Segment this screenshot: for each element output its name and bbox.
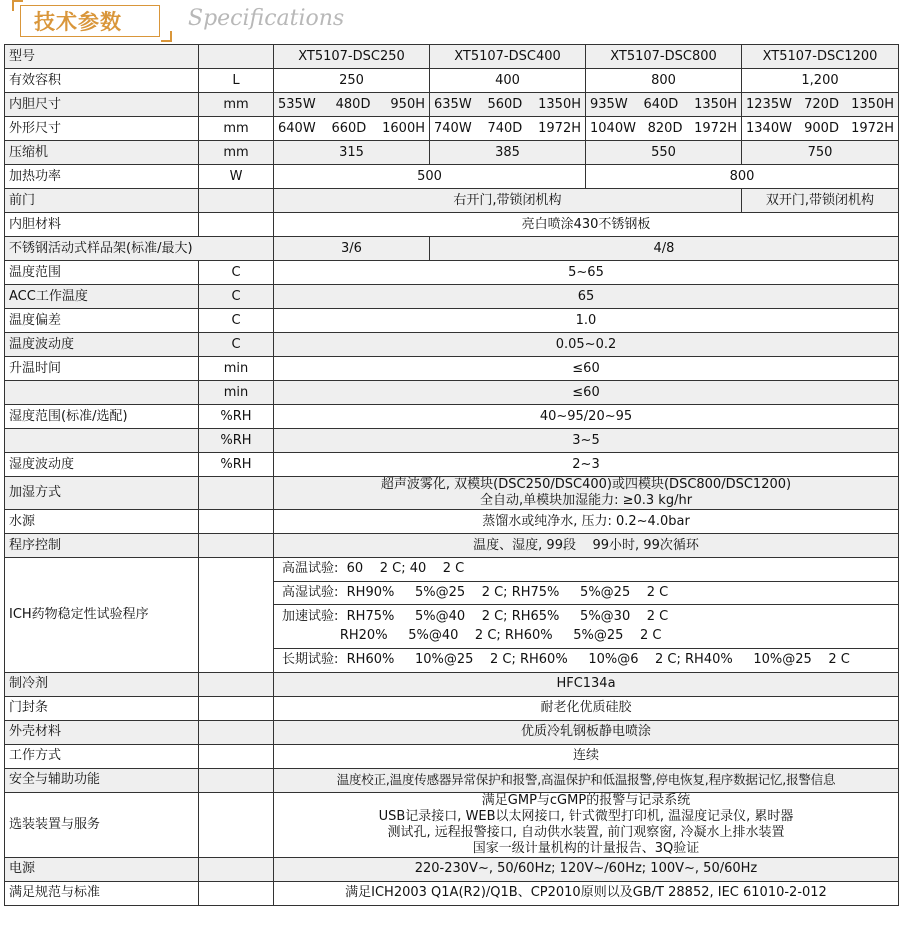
table-row-options [5, 792, 899, 857]
table-row-water [5, 510, 899, 534]
table-row-door [5, 189, 899, 213]
cell-value: 220-230V~, 50/60Hz; 120V~/60Hz; 100V~, 50/60Hz [274, 857, 899, 881]
dim-h: 1350H [694, 96, 737, 112]
row-label: 型号 [5, 45, 199, 69]
row-unit: mm [199, 93, 274, 117]
row-label: 水源 [5, 510, 199, 534]
table-row-acc-temp [5, 285, 899, 309]
table-row-hum-dev [5, 429, 899, 453]
row-label [5, 381, 199, 405]
row-label: 外壳材料 [5, 720, 199, 744]
row-label: 温度范围 [5, 261, 199, 285]
section-header [0, 0, 900, 42]
cell-value: ≤60 [274, 357, 899, 381]
cell-value: 800 [586, 69, 742, 93]
row-unit: mm [199, 117, 274, 141]
table-row-mode [5, 744, 899, 768]
cell-value: 750 [742, 141, 899, 165]
dim-h: 950H [390, 96, 425, 112]
row-label: 压缩机 [5, 141, 199, 165]
row-label: 有效容积 [5, 69, 199, 93]
dim-d: 820D [647, 120, 683, 136]
row-label: 不锈钢活动式样品架(标准/最大) [5, 237, 274, 261]
humidify-line: 超声波雾化, 双模块(DSC250/DSC400)或四模块(DSC800/DSC1200) [380, 477, 792, 492]
table-row-outer-size [5, 117, 899, 141]
row-label: 加热功率 [5, 165, 199, 189]
table-row-refrigerant [5, 672, 899, 696]
row-unit: min [199, 357, 274, 381]
dim-h: 1972H [694, 120, 737, 136]
cell-value: ≤60 [274, 381, 899, 405]
table-row-power [5, 857, 899, 881]
model-name: XT5107-DSC250 [274, 45, 430, 69]
model-name: XT5107-DSC1200 [742, 45, 899, 69]
row-label: ICH药物稳定性试验程序 [5, 558, 199, 673]
row-label: 升温时间 [5, 357, 199, 381]
model-name: XT5107-DSC800 [586, 45, 742, 69]
row-label: 湿度范围(标准/选配) [5, 405, 199, 429]
table-row-standards [5, 881, 899, 905]
cell-value: 385 [430, 141, 586, 165]
row-unit: C [199, 309, 274, 333]
table-row-seal [5, 696, 899, 720]
section-title-en: Specifications [188, 6, 345, 31]
row-unit: C [199, 285, 274, 309]
row-label: 满足规范与标准 [5, 881, 199, 905]
dim-h: 1350H [851, 96, 894, 112]
row-unit: %RH [199, 453, 274, 477]
row-label: 安全与辅助功能 [5, 768, 199, 792]
dim-w: 1340W [746, 120, 792, 136]
cell-value: 4/8 [430, 237, 899, 261]
table-row-hum-fluct [5, 453, 899, 477]
cell-value: 连续 [274, 744, 899, 768]
table-row-capacity [5, 69, 899, 93]
dim-w: 535W [278, 96, 316, 112]
table-row-inner-material [5, 213, 899, 237]
row-label: 加湿方式 [5, 477, 199, 510]
cell-value: 耐老化优质硅胶 [274, 696, 899, 720]
row-unit: L [199, 69, 274, 93]
ich-accel [274, 605, 898, 649]
row-unit: %RH [199, 405, 274, 429]
cell-value: 400 [430, 69, 586, 93]
options-line: 国家一级计量机构的计量报告、3Q验证 [472, 840, 700, 856]
dim-d: 640D [643, 96, 679, 112]
dim-w: 635W [434, 96, 472, 112]
cell-value: 315 [274, 141, 430, 165]
table-row-shelves [5, 237, 899, 261]
row-unit: min [199, 381, 274, 405]
cell-value: 550 [586, 141, 742, 165]
humidify-line: 全自动,单模块加湿能力: ≥0.3 kg/hr [479, 493, 693, 508]
cell-value: 5~65 [274, 261, 899, 285]
table-row-heating [5, 165, 899, 189]
cell-value: 温度校正,温度传感器异常保护和报警,高温保护和低温报警,停电恢复,程序数据记忆,报警信息 [274, 768, 899, 792]
dim-d: 900D [804, 120, 839, 136]
row-label: 温度波动度 [5, 333, 199, 357]
dim-d: 660D [331, 120, 367, 136]
cell-value: 250 [274, 69, 430, 93]
dim-h: 1972H [851, 120, 894, 136]
row-label: 程序控制 [5, 534, 199, 558]
options-line: 满足GMP与cGMP的报警与记录系统 [481, 792, 691, 808]
table-row-compressor [5, 141, 899, 165]
row-unit: W [199, 165, 274, 189]
table-row-temp-dev [5, 309, 899, 333]
table-row-model [5, 45, 899, 69]
cell-value: 温度、湿度, 99段 99小时, 99次循环 [274, 534, 899, 558]
cell-value: 1,200 [742, 69, 899, 93]
row-unit: %RH [199, 429, 274, 453]
table-row-temp-fluct [5, 333, 899, 357]
table-row-heatup [5, 357, 899, 381]
ich-long-term: 长期试验: RH60% 10%@25 2 C; RH60% 10%@6 2 C; RH40% 10%@25 2 C [282, 652, 850, 667]
table-row-program [5, 534, 899, 558]
dim-h: 1972H [538, 120, 581, 136]
options-line: USB记录接口, WEB以太网接口, 针式微型打印机, 温湿度记录仪, 累时器 [378, 808, 794, 824]
row-unit: mm [199, 141, 274, 165]
dim-d: 720D [804, 96, 839, 112]
row-label: ACC工作温度 [5, 285, 199, 309]
table-row-hum-range [5, 405, 899, 429]
cell-value: 0.05~0.2 [274, 333, 899, 357]
table-row-inner-size [5, 93, 899, 117]
corner-ornament [161, 31, 172, 42]
table-row-humidify [5, 477, 899, 510]
row-label: 前门 [5, 189, 199, 213]
dim-d: 480D [335, 96, 371, 112]
row-label: 温度偏差 [5, 309, 199, 333]
cell-value: 1.0 [274, 309, 899, 333]
cell-value: 3/6 [274, 237, 430, 261]
cell-value: 亮白喷涂430不锈钢板 [274, 213, 899, 237]
row-unit: C [199, 261, 274, 285]
spec-table [4, 44, 899, 906]
row-label: 内胆材料 [5, 213, 199, 237]
ich-high-temp: 高温试验: 60 2 C; 40 2 C [274, 558, 898, 582]
row-label: 门封条 [5, 696, 199, 720]
ich-accel-line: RH20% 5%@40 2 C; RH60% 5%@25 2 C [282, 628, 662, 643]
row-label: 湿度波动度 [5, 453, 199, 477]
dim-d: 740D [487, 120, 523, 136]
cell-value: 2~3 [274, 453, 899, 477]
cell-value: HFC134a [274, 672, 899, 696]
row-label: 制冷剂 [5, 672, 199, 696]
table-row-blank-min [5, 381, 899, 405]
row-label: 外形尺寸 [5, 117, 199, 141]
row-label: 选装装置与服务 [5, 792, 199, 857]
dim-h: 1350H [538, 96, 581, 112]
row-label: 工作方式 [5, 744, 199, 768]
dim-w: 740W [434, 120, 472, 136]
model-name: XT5107-DSC400 [430, 45, 586, 69]
dim-w: 1235W [746, 96, 792, 112]
dim-w: 1040W [590, 120, 636, 136]
cell-value: 40~95/20~95 [274, 405, 899, 429]
options-line: 测试孔, 远程报警接口, 自动供水装置, 前门观察窗, 冷凝水上排水装置 [387, 824, 785, 840]
dim-w: 935W [590, 96, 628, 112]
cell-value: 满足ICH2003 Q1A(R2)/Q1B、CP2010原则以及GB/T 28852, IEC 61010-2-012 [274, 881, 899, 905]
cell-value: 右开门,带锁闭机构 [274, 189, 742, 213]
table-row-temp-range [5, 261, 899, 285]
dim-h: 1600H [382, 120, 425, 136]
cell-value: 65 [274, 285, 899, 309]
cell-value: 优质冷轧钢板静电喷涂 [274, 720, 899, 744]
row-label: 电源 [5, 857, 199, 881]
cell-value: 500 [274, 165, 586, 189]
row-label [5, 429, 199, 453]
section-title-cn: 技术参数 [34, 10, 122, 34]
cell-value: 3~5 [274, 429, 899, 453]
row-unit: C [199, 333, 274, 357]
table-row-shell [5, 720, 899, 744]
table-row-ich [5, 558, 899, 673]
ich-high-hum: 高湿试验: RH90% 5%@25 2 C; RH75% 5%@25 2 C [274, 582, 898, 606]
cell-value: 双开门,带锁闭机构 [742, 189, 899, 213]
dim-d: 560D [487, 96, 523, 112]
row-label: 内胆尺寸 [5, 93, 199, 117]
dim-w: 640W [278, 120, 316, 136]
cell-value: 800 [586, 165, 899, 189]
table-row-safety [5, 768, 899, 792]
ich-accel-line: 加速试验: RH75% 5%@40 2 C; RH65% 5%@30 2 C [282, 609, 669, 624]
cell-value: 蒸馏水或纯净水, 压力: 0.2~4.0bar [274, 510, 899, 534]
